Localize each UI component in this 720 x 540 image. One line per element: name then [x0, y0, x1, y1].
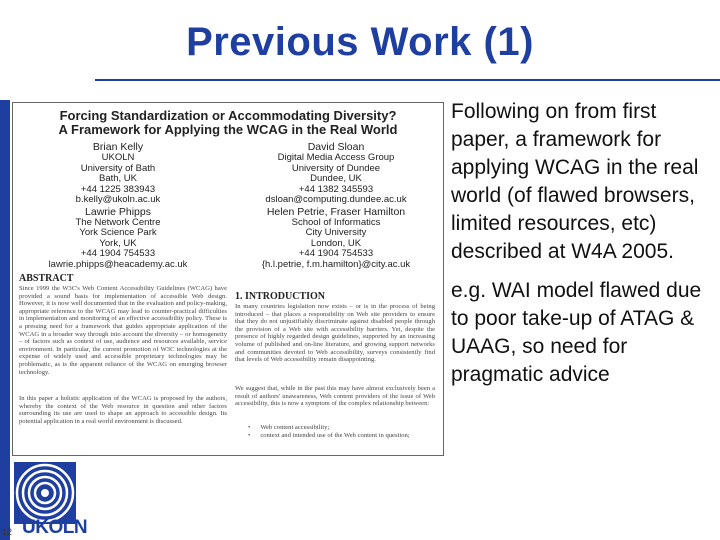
author-phone: +44 1904 754533	[298, 248, 374, 259]
author-email: {h.l.petrie, f.m.hamilton}@city.ac.uk	[261, 258, 411, 270]
author-affiliation: University of Bath	[80, 162, 156, 174]
author-email: b.kelly@ukoln.ac.uk	[75, 194, 161, 205]
page-number: 12	[2, 527, 13, 537]
authors-right-column	[231, 141, 441, 270]
author-email: lawrie.phipps@heacademy.ac.uk	[48, 258, 188, 270]
introduction-text: In many countries legislation now exists – or is in the process of being introduced – that places a responsibility on Web site providers to ensure that they do not unjustifiably discriminate against disabled people through the provision of a Web site with accessibility barriers. Yet, despite the presence of highly regarded design guidelines, supported by an increasing volume of published and on-line literature, and growing support networks and communities devoted to Web accessibility, surveys consistently find that levels of Web accessibility remain disappointing.	[235, 303, 435, 364]
author-affiliation: London, UK	[310, 237, 362, 249]
author-phone: +44 1904 754533	[80, 248, 156, 259]
paper-title-line1: Forcing Standardization or Accommodating Diversity?	[59, 108, 397, 123]
logo-text: UKOLN	[22, 517, 88, 538]
author-affiliation: Digital Media Access Group	[277, 152, 395, 163]
author-email: dsloan@computing.dundee.ac.uk	[265, 194, 407, 205]
author-affiliation: The Network Centre	[75, 216, 161, 228]
ukoln-logo-icon	[14, 462, 76, 524]
author-name: David Sloan	[307, 141, 365, 153]
author-name: Lawrie Phipps	[85, 205, 151, 218]
bullet-item: • Web content accessibility;	[248, 424, 438, 432]
abstract-text-2: In this paper a holistic application of the WCAG is proposed by the authors, whereby the context of the Web resource in question and other factors surrounding its use are used to shape an approach to accessible design. Its potential application in a real world environment is discussed.	[19, 395, 227, 425]
author-affiliation: University of Dundee	[291, 162, 381, 174]
slide-bullets	[451, 98, 716, 400]
left-accent-bar	[0, 100, 13, 540]
paper-title	[13, 109, 443, 137]
author-phone: +44 1225 383943	[80, 183, 156, 195]
introduction-text-2: We suggest that, while in the past this may have almost exclusively been a result of authors' unawareness, Web content providers of the issue of Web accessibility, this is now a symptom of the complex relationship between:	[235, 385, 435, 408]
author-name: Brian Kelly	[92, 141, 144, 153]
paper-image	[12, 102, 444, 456]
bullet-item: • context and intended use of the Web content in question;	[248, 432, 438, 440]
author-affiliation: York, UK	[99, 237, 137, 249]
introduction-bullets	[248, 424, 438, 440]
paper-title-line2: A Framework for Applying the WCAG in the Real World	[58, 122, 398, 137]
author-affiliation: Dundee, UK	[310, 173, 362, 184]
abstract-heading: ABSTRACT	[19, 273, 74, 284]
title-rule	[95, 79, 720, 81]
introduction-heading: 1. INTRODUCTION	[235, 291, 326, 302]
slide-title: Previous Work (1)	[186, 20, 534, 64]
author-affiliation: Bath, UK	[98, 173, 138, 184]
authors-left-column	[13, 141, 223, 270]
bullet-point-2: e.g. WAI model flawed due to poor take-up of ATAG & UAAG, so need for pragmatic advice	[451, 279, 702, 386]
author-affiliation: York Science Park	[79, 227, 157, 238]
author-affiliation: UKOLN	[101, 152, 135, 163]
bullet-point-1: Following on from first paper, a framework for applying WCAG in the real world (of flawed browsers, limited resources, etc) described at W4A 2005.	[451, 100, 699, 263]
author-name: Helen Petrie, Fraser Hamilton	[266, 205, 406, 218]
author-phone: +44 1382 345593	[298, 183, 374, 195]
author-affiliation: City University	[305, 227, 367, 238]
author-affiliation: School of Informatics	[291, 216, 381, 228]
abstract-text: Since 1999 the W3C's Web Content Accessibility Guidelines (WCAG) have provided a sound basis for implementation of accessible Web design. However, it is now well documented that in the evaluation and policy-making, appropriate reference to the WCAG may lead to counter-practical difficulties in implementation and monitoring of an effective accessibility policy. These is a pressing need for a framework that guides appropriate application of the WCAG in a broader way through into account the diversity – or homogeneity – of factors such as context of use, audience and resources available, service environment. In particular, the current promotion of W3C technologies at the expense of widely used and accessible proprietary technologies may be problematic, as is the apparent reliance of the WCAG on emerging browser technology.	[19, 285, 227, 376]
